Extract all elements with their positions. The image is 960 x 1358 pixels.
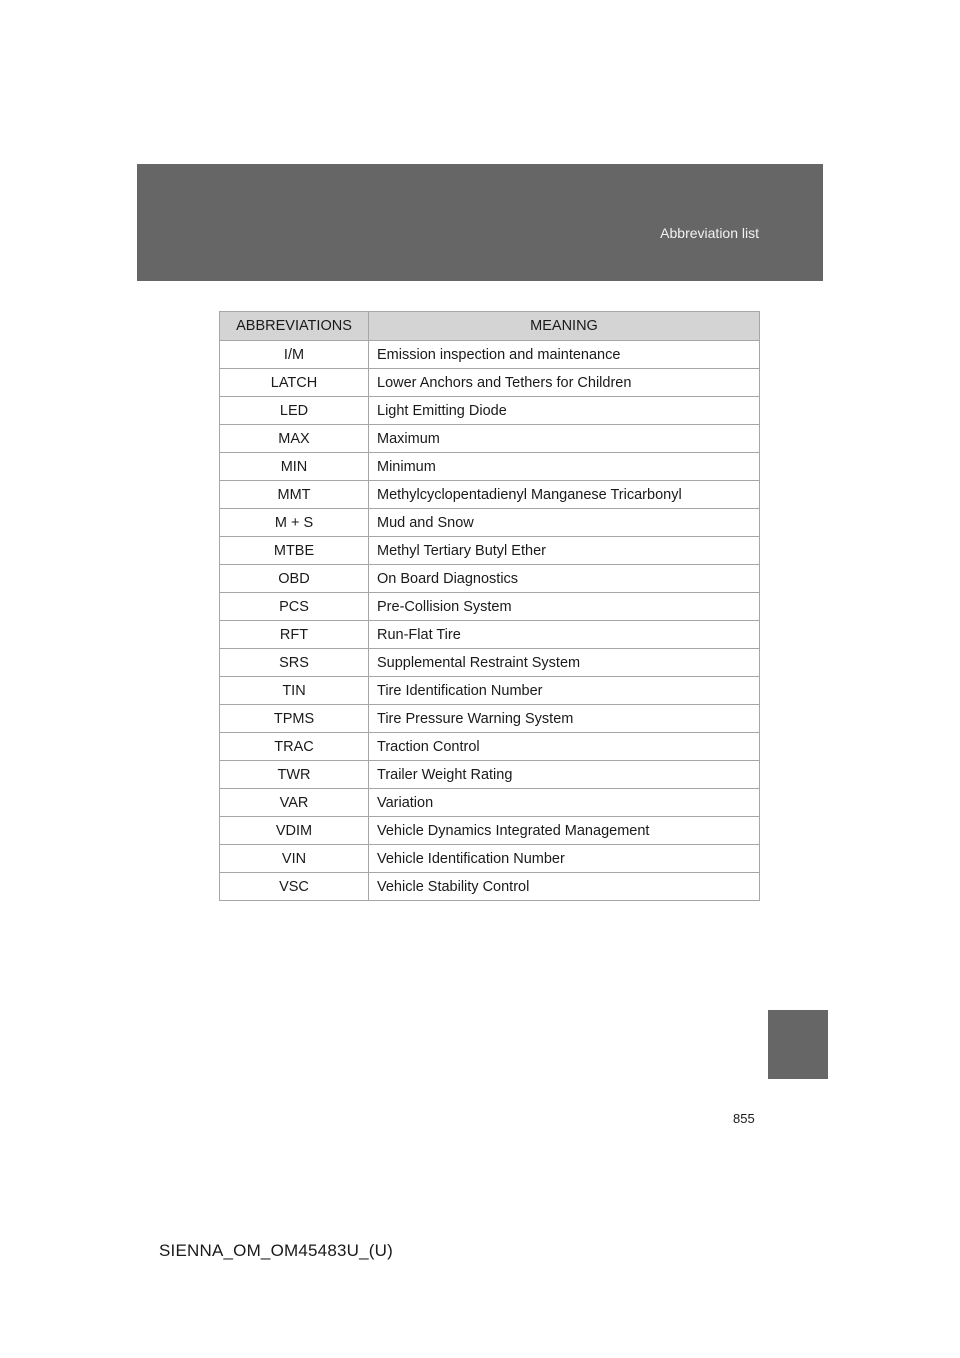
abbreviation-cell: PCS (220, 593, 369, 621)
table-row (220, 481, 760, 509)
meaning-cell: Variation (369, 789, 760, 817)
table-row (220, 649, 760, 677)
table-row (220, 425, 760, 453)
abbreviation-cell: TRAC (220, 733, 369, 761)
abbreviation-cell: MMT (220, 481, 369, 509)
document-code: SIENNA_OM_OM45483U_(U) (159, 1241, 393, 1260)
table-row (220, 397, 760, 425)
abbreviation-cell: OBD (220, 565, 369, 593)
table-row (220, 593, 760, 621)
table-row (220, 341, 760, 369)
meaning-cell: Tire Pressure Warning System (369, 705, 760, 733)
section-title: Abbreviation list (660, 225, 759, 241)
abbreviation-cell: LED (220, 397, 369, 425)
abbreviation-table (219, 311, 760, 901)
meaning-cell: Tire Identification Number (369, 677, 760, 705)
meaning-cell: Methylcyclopentadienyl Manganese Tricarbonyl (369, 481, 760, 509)
meaning-cell: Trailer Weight Rating (369, 761, 760, 789)
meaning-cell: Light Emitting Diode (369, 397, 760, 425)
abbreviation-cell: VSC (220, 873, 369, 901)
column-header-meaning: MEANING (369, 312, 760, 341)
abbreviation-cell: MIN (220, 453, 369, 481)
table-row (220, 621, 760, 649)
meaning-cell: Minimum (369, 453, 760, 481)
abbreviation-cell: TIN (220, 677, 369, 705)
table-row (220, 873, 760, 901)
page-number: 855 (733, 1111, 755, 1126)
column-header-abbreviations: ABBREVIATIONS (220, 312, 369, 341)
meaning-cell: Traction Control (369, 733, 760, 761)
table-header-row (220, 312, 760, 341)
abbreviation-cell: MTBE (220, 537, 369, 565)
meaning-cell: Vehicle Dynamics Integrated Management (369, 817, 760, 845)
abbreviation-cell: RFT (220, 621, 369, 649)
abbreviation-cell: VDIM (220, 817, 369, 845)
table-row (220, 537, 760, 565)
table-body (220, 341, 760, 901)
table-row (220, 705, 760, 733)
meaning-cell: Run-Flat Tire (369, 621, 760, 649)
abbreviation-cell: VIN (220, 845, 369, 873)
table-row (220, 565, 760, 593)
meaning-cell: Methyl Tertiary Butyl Ether (369, 537, 760, 565)
table-row (220, 369, 760, 397)
header-band (137, 164, 823, 281)
table-row (220, 509, 760, 537)
abbreviation-cell: MAX (220, 425, 369, 453)
meaning-cell: Emission inspection and maintenance (369, 341, 760, 369)
table-row (220, 789, 760, 817)
meaning-cell: Lower Anchors and Tethers for Children (369, 369, 760, 397)
table-row (220, 677, 760, 705)
abbreviation-cell: LATCH (220, 369, 369, 397)
abbreviation-cell: SRS (220, 649, 369, 677)
abbreviation-cell: I/M (220, 341, 369, 369)
meaning-cell: On Board Diagnostics (369, 565, 760, 593)
table-row (220, 733, 760, 761)
meaning-cell: Vehicle Stability Control (369, 873, 760, 901)
table-row (220, 845, 760, 873)
meaning-cell: Maximum (369, 425, 760, 453)
meaning-cell: Mud and Snow (369, 509, 760, 537)
table-row (220, 453, 760, 481)
chapter-tab (768, 1010, 828, 1079)
abbreviation-cell: TWR (220, 761, 369, 789)
abbreviation-cell: M + S (220, 509, 369, 537)
meaning-cell: Supplemental Restraint System (369, 649, 760, 677)
table-row (220, 761, 760, 789)
abbreviation-cell: VAR (220, 789, 369, 817)
meaning-cell: Vehicle Identification Number (369, 845, 760, 873)
abbreviation-cell: TPMS (220, 705, 369, 733)
table-row (220, 817, 760, 845)
meaning-cell: Pre-Collision System (369, 593, 760, 621)
